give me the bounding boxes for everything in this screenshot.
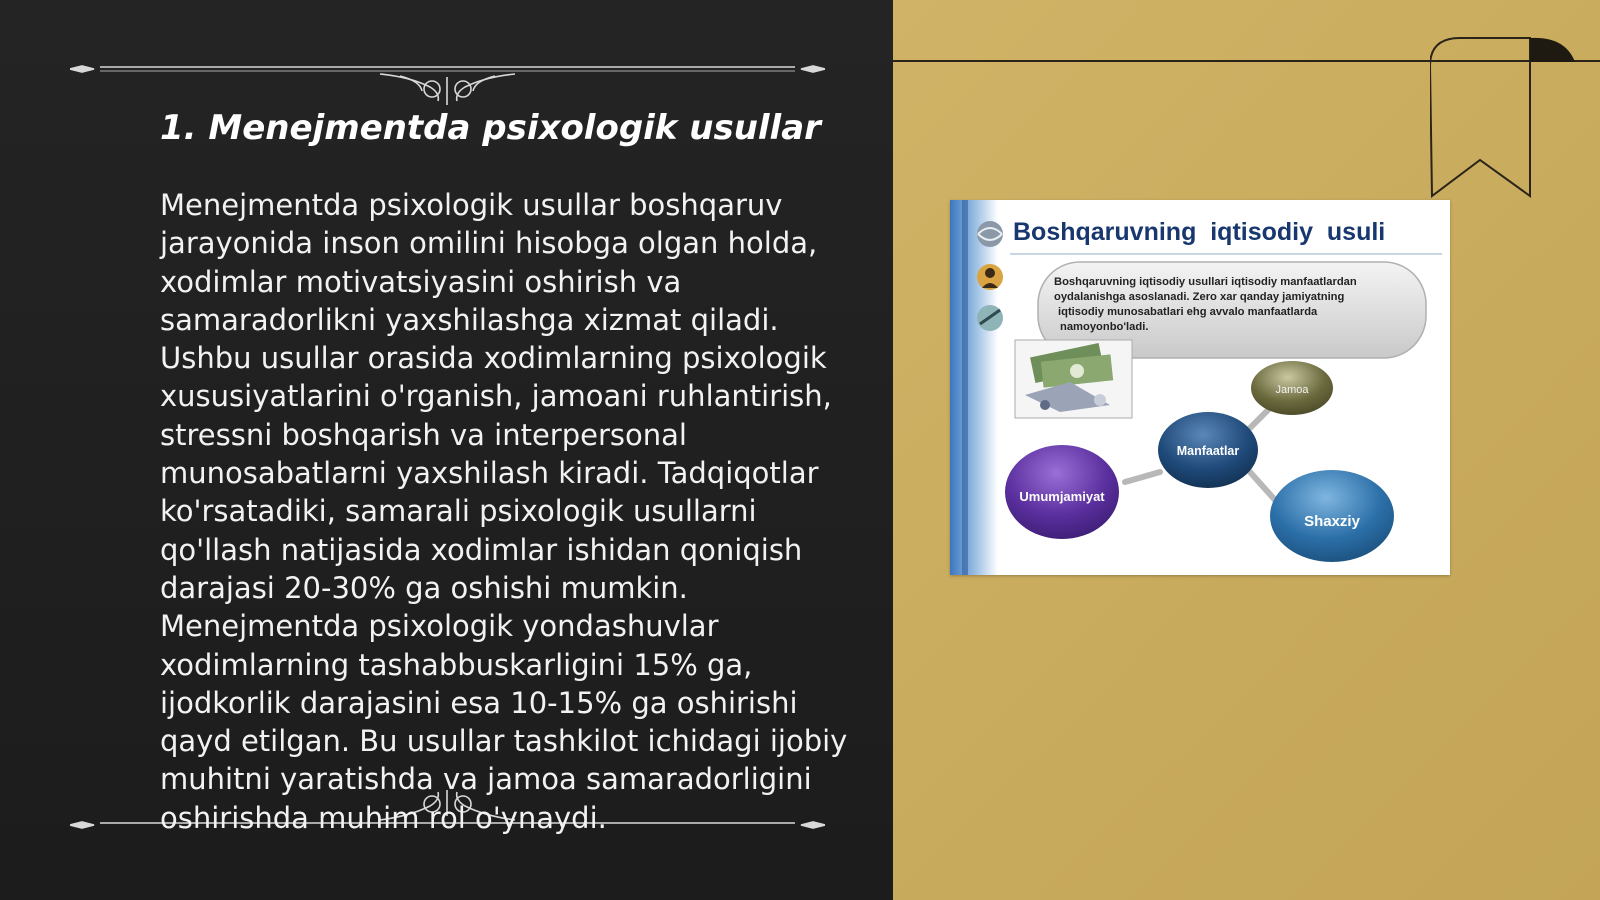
description-line: oydalanishga asoslanadi. Zero xar qanday jamiyatning [1054, 291, 1345, 303]
bookmark-ribbon-icon [1430, 36, 1580, 201]
node-manfaatlar [1158, 412, 1258, 488]
node-shaxsiy-label: Shaxziy [1304, 513, 1360, 530]
slide-body-text: Menejmentda psixologik usullar boshqaruv jarayonida inson omilini hisobga olgan holda, xodimlar motivatsiyasini oshirish va samaradorlikni yaxshilashga xizmat qiladi. Ushbu usullar orasida xodimlarning psixologik xususiyatlarini o'rganish, jamoani ruhlantirish, stressni boshqarish va interpersonal munosabatlarni yaxshilash kiradi. Tadqiqotlar ko'rsatadiki, samarali psixologik usullarni qo'llash natijasida xodimlar ishidan qoniqish darajasi 20-30% ga oshishi mumkin. Menejmentda psixologik yondashuvlar xodimlarning tashabbuskarligini 15% ga, ijodkorlik darajasini esa 10-15% ga oshirishi qayd etilgan. Bu usullar tashkilot ichidagi ijobiy muhitni yaratishda va jamoa samaradorligini oshirishda muhim rol o'ynaydi. [160, 188, 848, 835]
money-icon [1015, 340, 1132, 418]
slide-title: 1. Menejmentda psixologik usullar [160, 108, 821, 148]
node-manfaatlar-label: Manfaatlar [1176, 444, 1240, 458]
pen-icon [977, 305, 1003, 331]
node-umumjamiyat-label: Umumjamiyat [1019, 489, 1105, 504]
top-ornament-divider [70, 55, 825, 105]
embedded-image-heading: Boshqaruvning iqtisodiy usuli [1013, 218, 1386, 246]
person-icon [977, 264, 1003, 290]
node-shaxsiy [1270, 470, 1394, 562]
node-jamoa [1251, 361, 1333, 415]
node-umumjamiyat [1005, 445, 1119, 539]
description-line: iqtisodiy munosabatlari ehg avvalo manfaatlarda [1058, 306, 1318, 318]
description-line: Boshqaruvning iqtisodiy usullari iqtisodiy manfaatlardan [1054, 276, 1357, 288]
description-line: namoyonbo'ladi. [1060, 321, 1149, 333]
node-jamoa-label: Jamoa [1275, 384, 1309, 396]
globe-icon [977, 221, 1003, 247]
embedded-slide-image [950, 200, 1450, 575]
